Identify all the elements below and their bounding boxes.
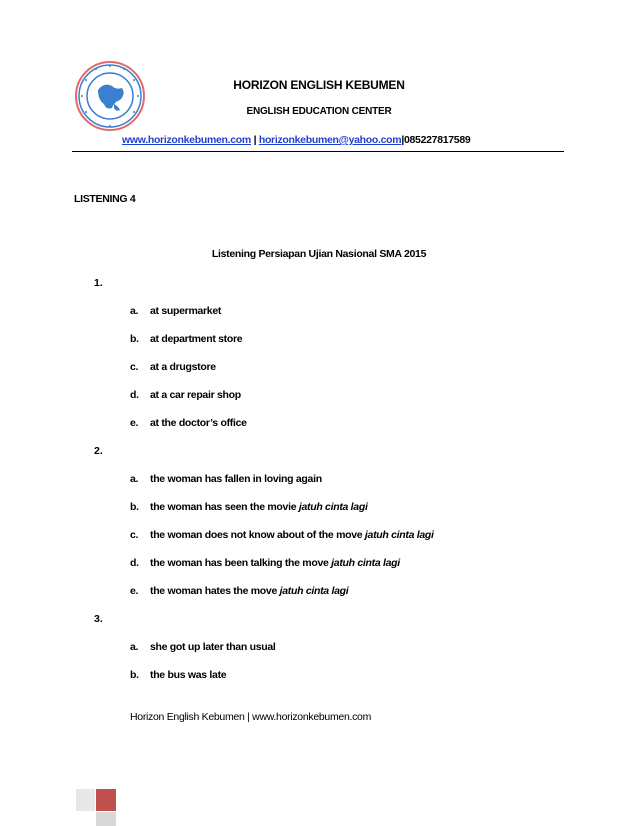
question-number: 2. xyxy=(94,445,103,457)
email-link[interactable]: horizonkebumen@yahoo.com xyxy=(258,134,402,146)
header-subtitle: ENGLISH EDUCATION CENTER xyxy=(246,106,392,117)
header-contact-line xyxy=(122,134,470,146)
option-letter: b. xyxy=(130,501,139,513)
option-letter: b. xyxy=(130,669,139,681)
answer-option xyxy=(130,305,221,317)
option-letter: a. xyxy=(130,305,139,317)
option-letter: b. xyxy=(130,333,139,345)
option-letter: c. xyxy=(130,361,139,373)
corner-red-square xyxy=(96,789,116,811)
option-letter: e. xyxy=(130,585,139,597)
answer-option xyxy=(130,361,216,373)
contact-separator: | xyxy=(401,134,404,146)
answer-option xyxy=(130,473,322,485)
option-letter: c. xyxy=(130,529,139,541)
option-text: at a drugstore xyxy=(150,361,216,373)
answer-option xyxy=(130,389,241,401)
section-label: LISTENING 4 xyxy=(74,193,136,205)
answer-option xyxy=(130,669,226,681)
header-title: HORIZON ENGLISH KEBUMEN xyxy=(233,78,405,92)
movie-title: jatuh cinta lagi xyxy=(364,529,434,541)
answer-option xyxy=(130,557,400,569)
question-number: 1. xyxy=(94,277,103,289)
option-text: she got up later than usual xyxy=(150,641,276,653)
corner-gray-square xyxy=(76,789,95,811)
movie-title: jatuh cinta lagi xyxy=(279,585,349,597)
option-letter: d. xyxy=(130,389,139,401)
option-text: the woman does not know about of the move xyxy=(150,529,365,541)
question-number: 3. xyxy=(94,613,103,625)
option-text: the woman has been talking the move xyxy=(150,557,332,569)
corner-gray-square xyxy=(96,812,116,826)
page-corner-decoration xyxy=(76,789,116,826)
answer-option xyxy=(130,585,348,597)
option-text: at the doctor’s office xyxy=(150,417,247,429)
horizon-logo-icon xyxy=(74,60,146,132)
option-text: the woman has fallen in loving again xyxy=(150,473,322,485)
option-text: at department store xyxy=(150,333,243,345)
answer-option xyxy=(130,501,368,513)
page-subtitle: Listening Persiapan Ujian Nasional SMA 2015 xyxy=(211,248,427,260)
option-letter: d. xyxy=(130,557,139,569)
option-letter: a. xyxy=(130,641,139,653)
option-letter: e. xyxy=(130,417,139,429)
phone-number: 085227817589 xyxy=(403,134,471,146)
option-text: at supermarket xyxy=(150,305,222,317)
answer-option xyxy=(130,417,247,429)
website-link[interactable]: www.horizonkebumen.com xyxy=(122,134,251,146)
movie-title: jatuh cinta lagi xyxy=(331,557,400,569)
option-text: at a car repair shop xyxy=(150,389,241,401)
answer-option xyxy=(130,529,434,541)
option-letter: a. xyxy=(130,473,139,485)
contact-separator: | xyxy=(250,134,259,146)
answer-option xyxy=(130,641,276,653)
page-footer: Horizon English Kebumen | www.horizonkebumen.com xyxy=(130,711,372,723)
header-divider xyxy=(72,151,564,152)
movie-title: jatuh cinta lagi xyxy=(298,501,368,513)
answer-option xyxy=(130,333,242,345)
option-text: the woman hates the move xyxy=(150,585,280,597)
option-text: the woman has seen the movie xyxy=(150,501,299,513)
option-text: the bus was late xyxy=(150,669,227,681)
